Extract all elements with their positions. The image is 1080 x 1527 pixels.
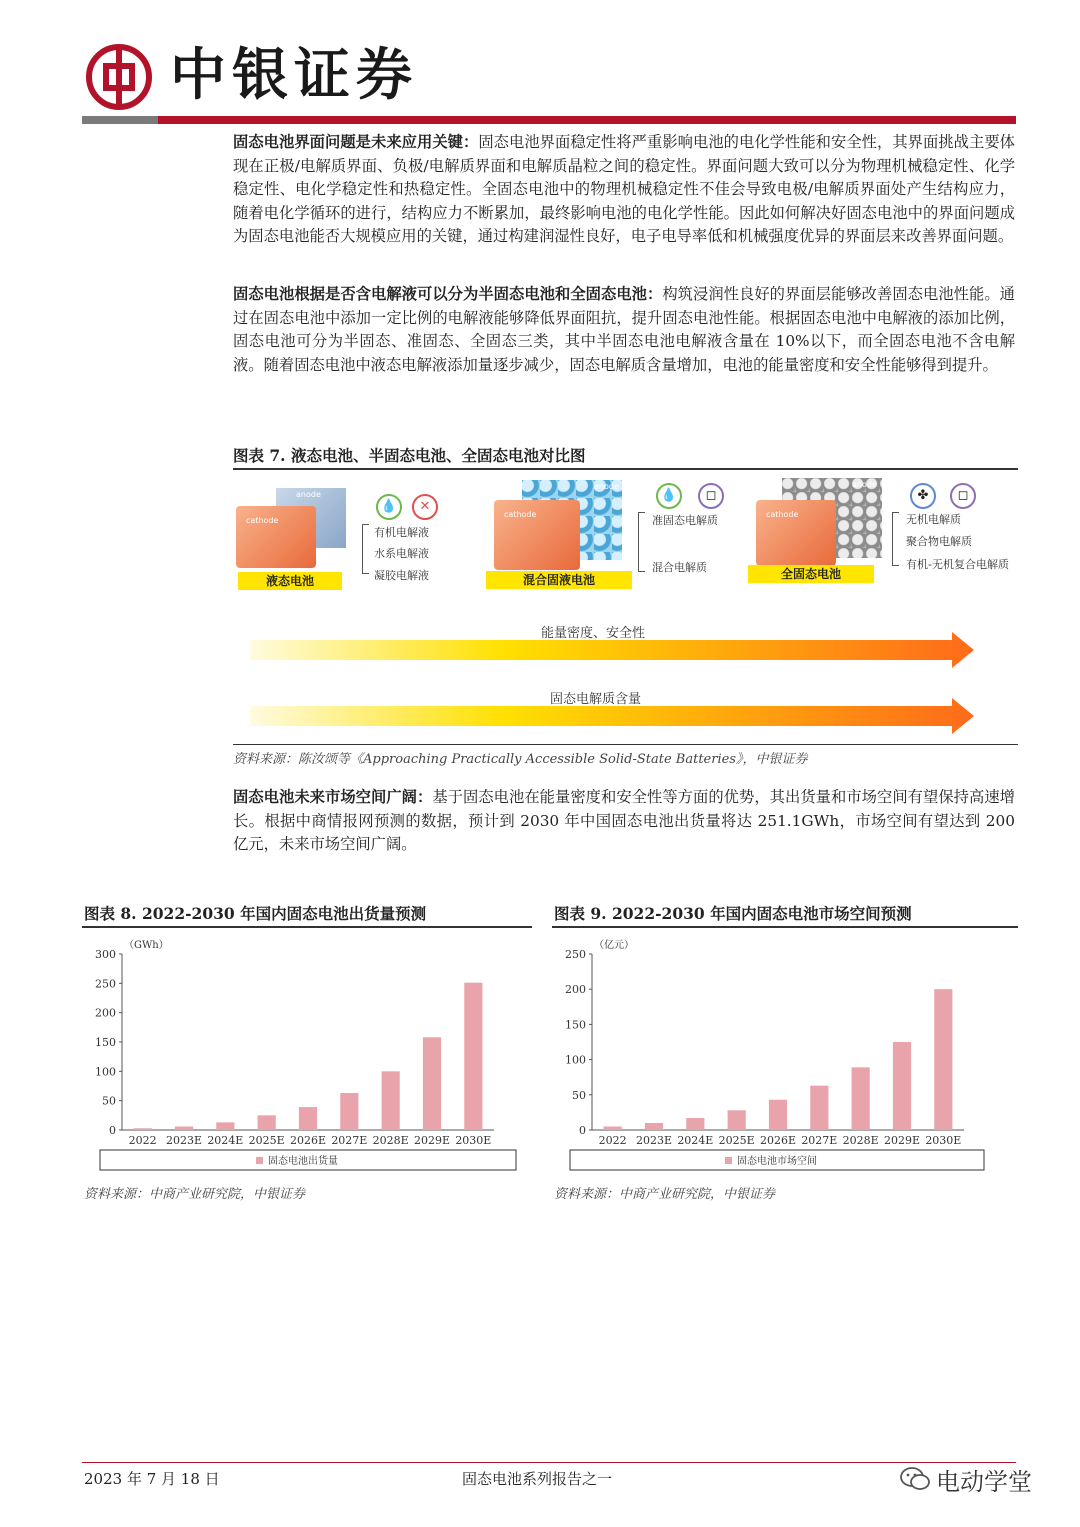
bar <box>216 1122 234 1130</box>
footer-date: 2023 年 7 月 18 日 <box>84 1470 220 1488</box>
x-tick-label: 2027E <box>331 1134 368 1147</box>
bracket <box>638 512 645 572</box>
x-tick-label: 2025E <box>718 1134 755 1147</box>
bar <box>728 1110 746 1130</box>
y-axis-unit: （亿元） <box>594 940 634 951</box>
chart9-title: 图表 9. 2022-2030 年国内固态电池市场空间预测 <box>554 904 912 923</box>
battery-cell-hybrid <box>494 480 624 580</box>
cathode-label: cathode <box>766 510 799 519</box>
arrow-label-solid-content: 固态电解质含量 <box>550 692 642 707</box>
bar <box>934 989 952 1130</box>
bar <box>645 1123 663 1130</box>
bar <box>340 1093 358 1130</box>
y-tick-label: 0 <box>109 1124 116 1137</box>
paragraph-lead: 固态电池界面问题是未来应用关键： <box>233 133 479 151</box>
droplet-icon: 💧 <box>656 483 682 509</box>
y-tick-label: 250 <box>95 977 116 991</box>
x-tick-label: 2028E <box>842 1134 879 1147</box>
paragraph-interface <box>233 131 1015 249</box>
footer-rule <box>82 1462 1016 1463</box>
x-tick-label: 2022 <box>598 1134 627 1147</box>
header-bar-red <box>158 116 1016 124</box>
bar <box>175 1126 193 1130</box>
paragraph-market <box>233 786 1015 857</box>
cross-icon: ✕ <box>412 494 438 520</box>
bar <box>423 1037 441 1130</box>
y-tick-label: 250 <box>565 948 586 961</box>
y-tick-label: 300 <box>95 948 116 961</box>
bracket <box>362 524 369 574</box>
electrolyte-item: 凝胶电解液 <box>374 569 429 582</box>
battery-cell-solid <box>756 478 886 578</box>
paragraph-body: 基于固态电池在能量密度和安全性等方面的优势，其出货量和市场空间有望保持高速增长。根据中商情报网预测的数据，预计到 2030 年中国固态电池出货量将达 251.1GWh，市场空间有望达到 200 亿元，未来市场空间广阔。 <box>233 788 1015 853</box>
electrolyte-item: 准固态电解质 <box>652 514 718 527</box>
paragraph-body: 固态电池界面稳定性将严重影响电池的电化学性能和安全性，其界面挑战主要体现在正极/电解质界面、负极/电解质界面和电解质晶粒之间的稳定性。界面问题大致可以分为物理机械稳定性、化学稳定性、电化学稳定性和热稳定性。全固态电池中的物理机械稳定性不佳会导致电极/电解质界面处产生结构应力，随着电化学循环的进行，结构应力不断累加，最终影响电池的电化学性能。因此如何解决好固态电池中的界面问题成为固态电池能否大规模应用的关键，通过构建润湿性良好，电子电导率低和机械强度优异的界面层来改善界面问题。 <box>233 133 1015 245</box>
x-tick-label: 2025E <box>248 1134 285 1147</box>
anode-label: anode <box>852 480 877 489</box>
wechat-icon <box>900 1466 930 1492</box>
x-tick-label: 2024E <box>207 1134 244 1147</box>
bar <box>893 1042 911 1130</box>
electrolyte-item: 有机电解液 <box>374 526 429 539</box>
y-tick-label: 150 <box>95 1036 116 1049</box>
bar <box>810 1086 828 1130</box>
x-tick-label: 2029E <box>413 1134 451 1147</box>
x-tick-label: 2026E <box>289 1134 327 1147</box>
figure7-source: 资料来源：陈汝颂等《Approaching Practically Accessible Solid-State Batteries》，中银证券 <box>233 752 808 767</box>
hybrid-battery-label: 混合固液电池 <box>486 571 632 589</box>
chart9-source: 资料来源：中商产业研究院，中银证券 <box>554 1187 776 1202</box>
cathode-label: cathode <box>246 516 279 525</box>
x-tick-label: 2029E <box>883 1134 921 1147</box>
electrolyte-item: 无机电解质 <box>906 513 961 526</box>
y-axis-unit: （GWh） <box>124 940 169 951</box>
chart8-source: 资料来源：中商产业研究院，中银证券 <box>84 1187 306 1202</box>
gradient-arrow-energy <box>250 632 976 670</box>
bar <box>852 1067 870 1130</box>
x-tick-label: 2024E <box>677 1134 714 1147</box>
electrolyte-item: 水系电解液 <box>374 547 429 560</box>
paragraph-lead: 固态电池未来市场空间广阔： <box>233 788 433 806</box>
bar <box>604 1126 622 1130</box>
x-tick-label: 2023E <box>165 1134 203 1147</box>
watermark-text: 电动学堂 <box>936 1468 1032 1496</box>
figure7-title: 图表 7. 液态电池、半固态电池、全固态电池对比图 <box>233 446 586 465</box>
y-tick-label: 50 <box>102 1094 116 1108</box>
electrolyte-item: 聚合物电解质 <box>906 535 972 548</box>
y-tick-label: 100 <box>95 1065 116 1079</box>
brand-name: 中银证券 <box>170 42 418 108</box>
electrolyte-item: 混合电解质 <box>652 561 707 574</box>
footer-report-name: 固态电池系列报告之一 <box>462 1470 613 1488</box>
bar <box>464 983 482 1130</box>
x-tick-label: 2030E <box>455 1134 492 1147</box>
bar <box>769 1100 787 1130</box>
bar <box>686 1118 704 1130</box>
y-tick-label: 50 <box>572 1088 586 1102</box>
paragraph-lead: 固态电池根据是否含电解液可以分为半固态电池和全固态电池： <box>233 285 663 303</box>
figure7-bottom-rule <box>233 744 1018 745</box>
chart8-top-rule <box>82 926 532 928</box>
y-tick-label: 0 <box>579 1124 586 1137</box>
arrow-label-energy: 能量密度、安全性 <box>541 626 646 641</box>
electrolyte-item: 有机-无机复合电解质 <box>906 558 1009 571</box>
bank-of-china-logo <box>86 44 152 110</box>
legend-swatch <box>256 1157 263 1164</box>
y-tick-label: 200 <box>565 983 586 997</box>
legend-label: 固态电池市场空间 <box>737 1156 817 1167</box>
legend-label: 固态电池出货量 <box>268 1156 338 1167</box>
chart9-svg <box>552 930 1018 1180</box>
paragraph-body: 构筑浸润性良好的界面层能够改善固态电池性能。通过在固态电池中添加一定比例的电解液能够降低界面阻抗，提升固态电池性能。根据固态电池中电解液的添加比例，固态电池可分为半固态、准固态、全固态三类，其中半固态电池电解液含量在 10%以下，而全固态电池不含电解液。随着固态电池中液态电解液添加量逐步减少，固态电解质含量增加，电池的能量密度和安全性能够得到提升。 <box>233 285 1015 374</box>
paragraph-classification <box>233 283 1015 377</box>
figure7-top-rule <box>233 468 1018 470</box>
y-tick-label: 150 <box>565 1018 586 1032</box>
droplet-icon: 💧 <box>376 494 402 520</box>
cathode-label: cathode <box>504 510 537 519</box>
bar <box>258 1115 276 1130</box>
molecule-icon: ✤ <box>910 483 936 509</box>
bar <box>134 1128 152 1130</box>
cube-icon: ◻ <box>698 483 724 509</box>
x-tick-label: 2028E <box>372 1134 409 1147</box>
solid-battery-label: 全固态电池 <box>748 565 874 583</box>
anode-label: anode <box>296 490 321 499</box>
x-tick-label: 2026E <box>759 1134 797 1147</box>
bracket <box>892 512 899 566</box>
x-tick-label: 2027E <box>801 1134 838 1147</box>
bar <box>299 1107 317 1130</box>
x-tick-label: 2023E <box>635 1134 673 1147</box>
legend-swatch <box>725 1157 732 1164</box>
y-tick-label: 200 <box>95 1006 116 1020</box>
gradient-arrow-solid-content <box>250 698 976 736</box>
liquid-battery-label: 液态电池 <box>238 572 342 590</box>
header-bar-gray <box>82 116 158 124</box>
bar <box>382 1071 400 1130</box>
chart8-title: 图表 8. 2022-2030 年国内固态电池出货量预测 <box>84 904 427 923</box>
anode-label: anode <box>594 482 619 491</box>
cube-icon: ◻ <box>950 483 976 509</box>
chart9-top-rule <box>552 926 1018 928</box>
y-tick-label: 100 <box>565 1053 586 1067</box>
chart8-svg <box>82 930 532 1180</box>
x-tick-label: 2030E <box>925 1134 962 1147</box>
x-tick-label: 2022 <box>128 1134 157 1147</box>
